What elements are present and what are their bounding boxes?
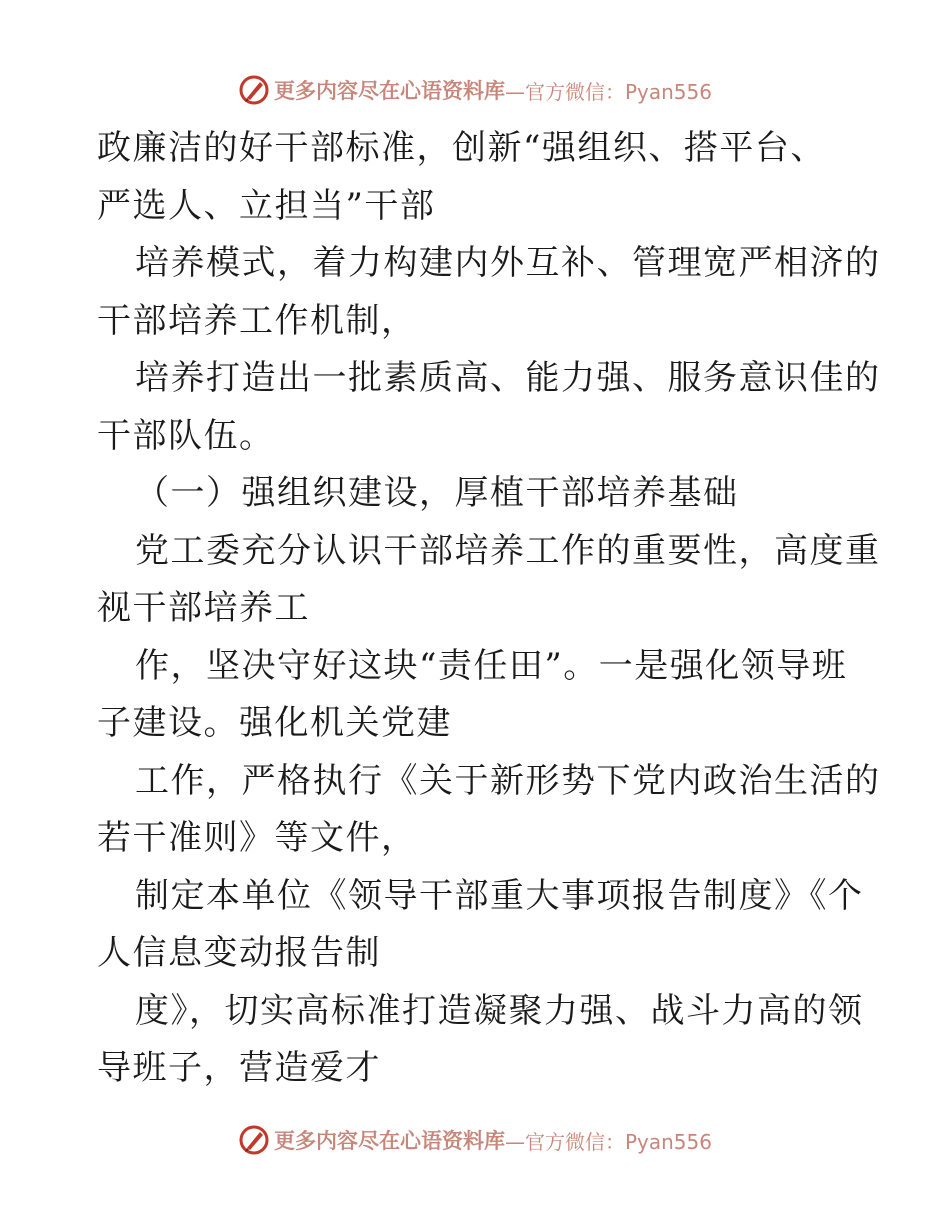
quill-logo-icon (238, 1124, 270, 1156)
text-line: 人信息变动报告制 (97, 933, 381, 973)
text-line: 作，坚决守好这块“责任田”。一是强化领导班 (135, 645, 848, 686)
watermark-label: 更多内容尽在心语资料库 (273, 78, 505, 103)
watermark-contact: —官方微信：Pyan556 (504, 79, 712, 104)
text-line: 干部队伍。 (97, 415, 275, 456)
quill-logo-icon (238, 74, 270, 106)
text-line: 培养模式，着力构建内外互补、管理宽严相济的 (135, 243, 881, 283)
header-watermark (0, 70, 950, 110)
text-line: 党工委充分认识干部培养工作的重要性，高度重 (135, 530, 881, 571)
text-line: 导班子，营造爱才 (97, 1048, 381, 1088)
section-heading: （一）强组织建设，厚植干部培养基础 (135, 473, 739, 513)
document-body (97, 120, 881, 1098)
text-line: 严选人、立担当”干部 (97, 185, 436, 226)
footer-watermark (0, 1120, 950, 1160)
text-line: 视干部培养工 (97, 588, 310, 628)
text-line: 若干准则》等文件， (97, 818, 417, 858)
text-line: 培养打造出一批素质高、能力强、服务意识佳的 (135, 358, 881, 398)
text-line: 制定本单位《领导干部重大事项报告制度》《个 (135, 875, 864, 916)
text-line: 工作，严格执行《关于新形势下党内政治生活的 (135, 760, 881, 801)
text-line: 政廉洁的好干部标准，创新“强组织、搭平台、 (97, 128, 826, 168)
text-line: 子建设。强化机关党建 (97, 703, 452, 743)
watermark-label: 更多内容尽在心语资料库 (273, 1128, 505, 1153)
watermark-contact: —官方微信：Pyan556 (504, 1129, 712, 1154)
text-line: 度》，切实高标准打造凝聚力强、战斗力高的领 (135, 990, 864, 1031)
text-line: 干部培养工作机制， (97, 300, 417, 341)
